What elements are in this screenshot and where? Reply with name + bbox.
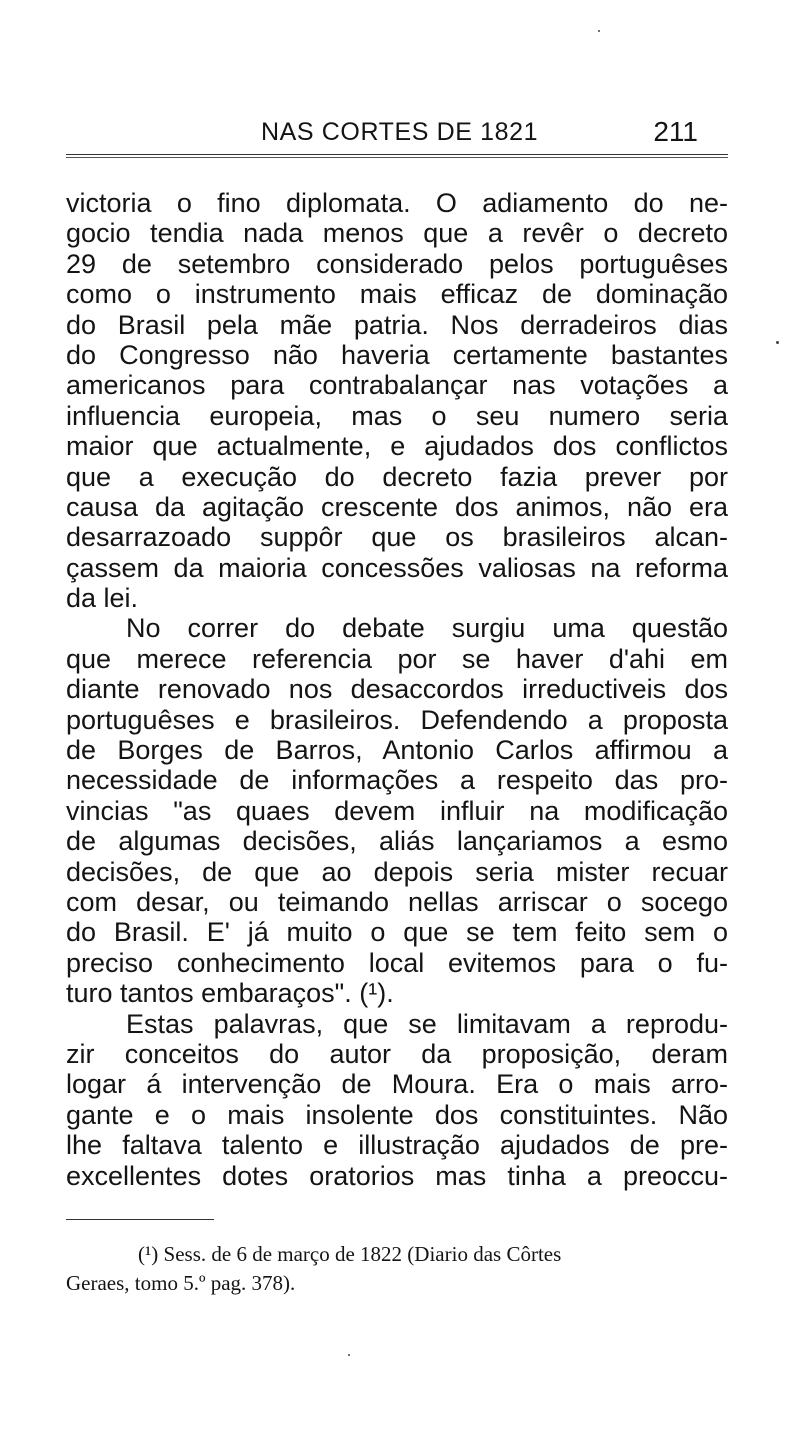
text-line: diante renovado nos desaccordos irreductiveis dos <box>66 674 728 705</box>
running-title: NAS CORTES DE 1821 <box>261 118 539 146</box>
text-line: que a execução do decreto fazia prever por <box>66 461 728 492</box>
text-line: do Brasil pela mãe patria. Nos derradeiros dias <box>66 309 728 340</box>
text-line: desarrazoado suppôr que os brasileiros alcan- <box>66 522 728 553</box>
text-line: de algumas decisões, aliás lançariamos a esmo <box>66 826 728 857</box>
text-line: causa da agitação crescente dos animos, não era <box>66 491 728 522</box>
header-rule <box>66 154 728 155</box>
footnotes <box>66 1240 728 1298</box>
text-line: zir conceitos do autor da proposição, deram <box>66 1038 728 1069</box>
header-rule-secondary <box>66 157 728 158</box>
footnote-line: (¹) Sess. de 6 de março de 1822 (Diario das Côrtes <box>138 1242 562 1266</box>
text-line: gocio tendia nada menos que a revêr o decreto <box>66 218 728 249</box>
paragraph-start-line: No correr do debate surgiu uma questão <box>126 613 728 644</box>
text-line: gante e o mais insolente dos constituintes. Não <box>66 1099 728 1130</box>
body-text <box>66 188 728 1191</box>
text-line: como o instrumento mais efficaz de dominação <box>66 279 728 310</box>
text-line: da lei. <box>66 583 139 614</box>
text-line: de Borges de Barros, Antonio Carlos affirmou a <box>66 735 728 766</box>
text-line: maior que actualmente, e ajudados dos conflictos <box>66 431 728 462</box>
text-line: çassem da maioria concessões valiosas na reforma <box>66 552 728 583</box>
text-line: victoria o fino diplomata. O adiamento do ne- <box>66 188 728 218</box>
page-number: 211 <box>653 116 698 147</box>
text-line: influencia europeia, mas o seu numero seria <box>66 400 728 431</box>
ink-speck <box>348 1354 350 1356</box>
text-line: vincias "as quaes devem influir na modificação <box>66 795 728 826</box>
text-line: que merece referencia por se haver d'ahi em <box>66 643 728 674</box>
ink-speck <box>598 30 600 32</box>
ink-speck <box>776 341 779 344</box>
text-line: excellentes dotes oratorios mas tinha a preoccu- <box>66 1160 728 1191</box>
page-header <box>66 117 728 153</box>
text-line: 29 de setembro considerado pelos portuguêses <box>66 248 728 279</box>
text-line: do Brasil. E' já muito o que se tem feito sem o <box>66 917 728 948</box>
paragraph-start-line: Estas palavras, que se limitavam a reprodu- <box>126 1008 728 1039</box>
text-line: necessidade de informações a respeito das pro- <box>66 765 728 796</box>
footnote-line: Geraes, tomo 5.º pag. 378). <box>66 1271 296 1295</box>
text-line: americanos para contrabalançar nas votações a <box>66 370 728 401</box>
text-line: com desar, ou teimando nellas arriscar o socego <box>66 886 728 917</box>
text-line: do Congresso não haveria certamente bastantes <box>66 339 728 370</box>
text-line: decisões, de que ao depois seria mister recuar <box>66 856 728 887</box>
text-line: turo tantos embaraços". (¹). <box>66 978 394 1009</box>
footnote-rule <box>66 1219 214 1220</box>
text-line: portuguêses e brasileiros. Defendendo a proposta <box>66 704 728 735</box>
text-line: preciso conhecimento local evitemos para o fu- <box>66 947 728 978</box>
text-line: logar á intervenção de Moura. Era o mais arro- <box>66 1069 728 1100</box>
text-line: lhe faltava talento e illustração ajudados de pre- <box>66 1130 728 1161</box>
